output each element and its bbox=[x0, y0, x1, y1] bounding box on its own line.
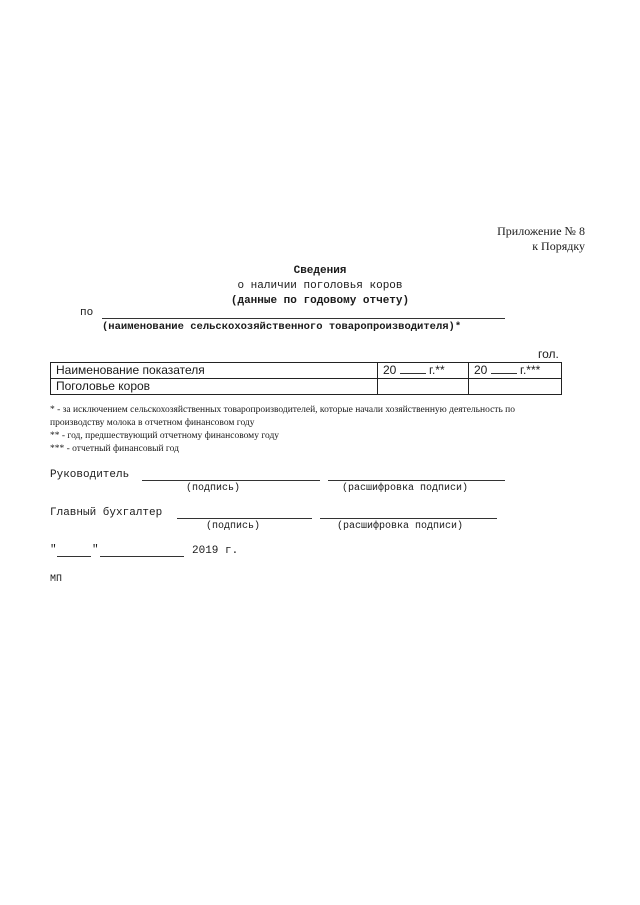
footnote-3: *** - отчетный финансовый год bbox=[50, 444, 179, 454]
head-decoding-line[interactable] bbox=[328, 480, 505, 481]
date-year: 2019 г. bbox=[192, 545, 239, 557]
unit-label: гол. bbox=[538, 347, 559, 361]
head-decoding-caption: (расшифровка подписи) bbox=[342, 483, 469, 494]
table-header-row bbox=[51, 363, 562, 379]
report-year-blank[interactable] bbox=[491, 364, 517, 374]
footnote-1-line-2: производству молока в отчетном финансовом году bbox=[50, 418, 255, 428]
head-label: Руководитель bbox=[50, 469, 130, 481]
header-indicator: Наименование показателя bbox=[51, 363, 378, 379]
cows-table bbox=[50, 362, 562, 395]
producer-caption: (наименование сельскохозяйственного товаропроизводителя)* bbox=[102, 321, 462, 333]
report-year-prefix: 20 bbox=[474, 363, 488, 377]
footnote-2: ** - год, предшествующий отчетному финансовому году bbox=[50, 431, 280, 441]
row-report-year-value[interactable] bbox=[469, 379, 562, 395]
accountant-decoding-line[interactable] bbox=[320, 518, 497, 519]
producer-name-line[interactable] bbox=[102, 318, 505, 319]
prev-year-suffix: г.** bbox=[429, 363, 445, 377]
footnote-1-line-1: * - за исключением сельскохозяйственных товаропроизводителей, которые начали хозяйственную деятельность по bbox=[50, 405, 515, 415]
date-close-quote: " bbox=[92, 544, 99, 556]
accountant-signature-caption: (подпись) bbox=[206, 521, 261, 532]
header-report-year bbox=[469, 363, 562, 379]
date-open-quote: " bbox=[50, 544, 57, 556]
doc-subtitle-note: (данные по годовому отчету) bbox=[230, 295, 410, 307]
date-day-line[interactable] bbox=[57, 556, 91, 557]
row-indicator: Поголовье коров bbox=[51, 379, 378, 395]
row-prev-year-value[interactable] bbox=[378, 379, 469, 395]
header-prev-year bbox=[378, 363, 469, 379]
prev-year-prefix: 20 bbox=[383, 363, 397, 377]
appendix-order: к Порядку bbox=[532, 239, 585, 253]
accountant-decoding-caption: (расшифровка подписи) bbox=[337, 521, 464, 532]
stamp-label: МП bbox=[50, 574, 63, 585]
report-year-suffix: г.*** bbox=[520, 363, 541, 377]
prev-year-blank[interactable] bbox=[400, 364, 426, 374]
doc-title: Сведения bbox=[293, 265, 347, 277]
table-row bbox=[51, 379, 562, 395]
doc-subtitle: о наличии поголовья коров bbox=[237, 280, 403, 292]
accountant-label: Главный бухгалтер bbox=[50, 507, 163, 519]
head-signature-caption: (подпись) bbox=[186, 483, 241, 494]
accountant-signature-line[interactable] bbox=[177, 518, 312, 519]
head-signature-line[interactable] bbox=[142, 480, 320, 481]
appendix-number: Приложение № 8 bbox=[497, 224, 585, 238]
date-month-line[interactable] bbox=[100, 556, 184, 557]
producer-prefix: по bbox=[80, 307, 94, 319]
